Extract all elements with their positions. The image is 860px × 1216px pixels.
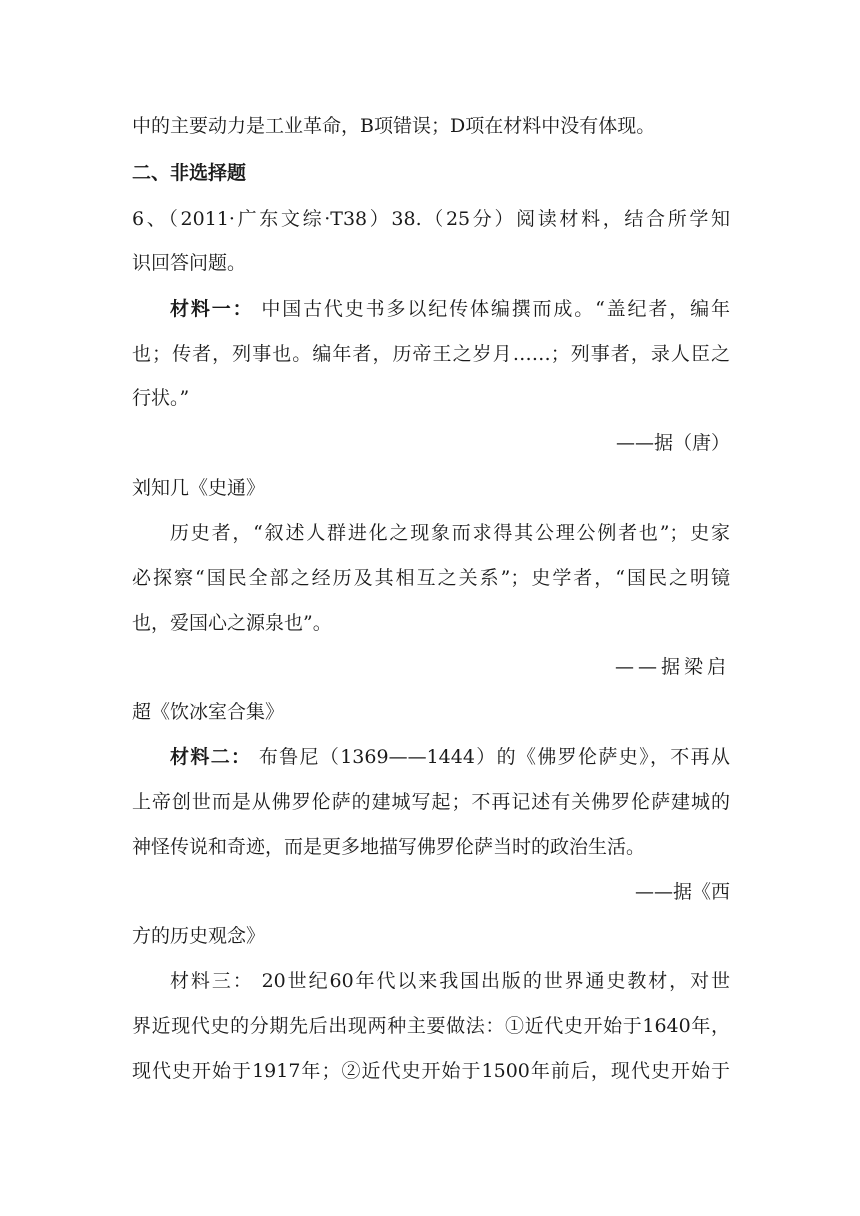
material-2-source-line-2: 方的历史观念》 — [132, 925, 266, 947]
material-1b-paragraph-line-1: 历史者，“叙述人群进化之现象而求得其公理公例者也”；史家 — [170, 522, 730, 544]
answer-explanation-line: 中的主要动力是工业革命，B项错误；D项在材料中没有体现。 — [132, 115, 656, 137]
material-1-source-line-2: 刘知几《史通》 — [132, 477, 266, 499]
material-3-paragraph-line-3: 现代史开始于1917年；②近代史开始于1500年前后，现代史开始于 — [132, 1060, 730, 1082]
material-3-paragraph-line-1: 材料三： 20世纪60年代以来我国出版的世界通史教材，对世 — [170, 970, 730, 992]
question-6-line-1: 6、（2011·广东文综·T38）38.（25分）阅读材料，结合所学知 — [132, 208, 730, 230]
material-2-source-line-1: ——据《西 — [634, 881, 730, 903]
material-1-paragraph-line-1 — [170, 294, 730, 324]
material-1-paragraph-line-2: 也；传者，列事也。编年者，历帝王之岁月……；列事者，录人臣之 — [132, 343, 730, 365]
material-1-paragraph-line-3: 行状。” — [132, 387, 190, 409]
section-heading: 二、非选择题 — [132, 162, 247, 184]
material-2-text: 布鲁尼（1369——1444）的《佛罗伦萨史》，不再从 — [251, 746, 730, 768]
material-1b-source-line-2: 超《饮冰室合集》 — [132, 701, 285, 723]
material-1-source-line-1: ——据（唐） — [615, 432, 730, 454]
material-3-paragraph-line-2: 界近现代史的分期先后出现两种主要做法：①近代史开始于1640年， — [132, 1015, 730, 1037]
material-2-label: 材料二： — [170, 746, 252, 768]
material-1b-source-line-1: ——据梁启 — [614, 656, 730, 678]
material-1-label: 材料一： — [170, 298, 254, 320]
material-1b-paragraph-line-3: 也，爱国心之源泉也”。 — [132, 612, 332, 634]
material-1b-paragraph-line-2: 必探察“国民全部之经历及其相互之关系”；史学者，“国民之明镜 — [132, 567, 730, 589]
question-6-line-2: 识回答问题。 — [132, 252, 247, 274]
material-2-paragraph-line-1 — [170, 742, 730, 772]
material-2-paragraph-line-3: 神怪传说和奇迹，而是更多地描写佛罗伦萨当时的政治生活。 — [132, 836, 646, 858]
material-2-paragraph-line-2: 上帝创世而是从佛罗伦萨的建城写起；不再记述有关佛罗伦萨建城的 — [132, 791, 730, 813]
material-1-text: 中国古代史书多以纪传体编撰而成。“盖纪者，编年 — [253, 298, 730, 320]
